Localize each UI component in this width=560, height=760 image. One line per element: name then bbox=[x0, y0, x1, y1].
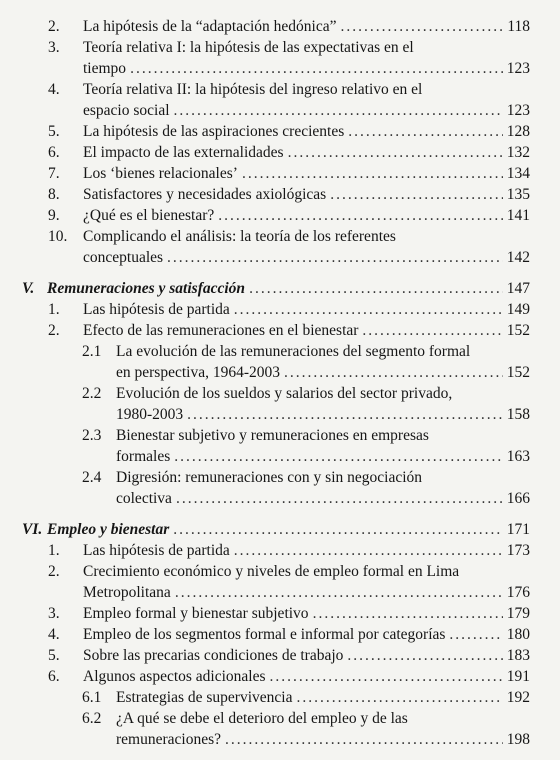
entry-number: V. bbox=[22, 280, 35, 297]
page-number: 149 bbox=[506, 301, 530, 318]
toc-entry[interactable] bbox=[0, 184, 560, 205]
entry-title: colectiva bbox=[116, 490, 172, 507]
dot-leader bbox=[130, 58, 503, 79]
entry-number: 5. bbox=[48, 647, 60, 664]
toc-entry[interactable] bbox=[0, 425, 560, 467]
entry-title: Los ‘bienes relacionales’ bbox=[83, 165, 238, 182]
toc-entry[interactable] bbox=[0, 561, 560, 603]
entry-number: 2.3 bbox=[82, 427, 102, 444]
page-number: 171 bbox=[506, 521, 530, 538]
page-number: 179 bbox=[506, 605, 530, 622]
toc-entry[interactable] bbox=[0, 603, 560, 624]
entry-title: Las hipótesis de partida bbox=[83, 542, 230, 559]
toc-entry[interactable] bbox=[0, 341, 560, 383]
toc-entry[interactable] bbox=[0, 624, 560, 645]
page-number: 135 bbox=[506, 186, 530, 203]
entry-number: 3. bbox=[48, 605, 60, 622]
entry-title: Efecto de las remuneraciones en el bienestar bbox=[83, 322, 359, 339]
dot-leader bbox=[348, 121, 503, 142]
toc-entry[interactable] bbox=[0, 16, 560, 37]
entry-title: remuneraciones? bbox=[116, 731, 221, 748]
entry-number: 2.1 bbox=[82, 343, 102, 360]
entry-title: Satisfactores y necesidades axiológicas bbox=[83, 186, 327, 203]
page-number: 183 bbox=[506, 647, 530, 664]
entry-number: 8. bbox=[48, 186, 60, 203]
page-number: 152 bbox=[506, 364, 530, 381]
entry-title: Bienestar subjetivo y remuneraciones en empresas bbox=[116, 427, 429, 444]
entry-number: 5. bbox=[48, 123, 60, 140]
page-number: 163 bbox=[506, 448, 530, 465]
entry-number: 7. bbox=[48, 165, 60, 182]
dot-leader bbox=[242, 163, 503, 184]
dot-leader bbox=[288, 142, 503, 163]
dot-leader bbox=[347, 645, 502, 666]
dot-leader bbox=[187, 404, 503, 425]
entry-title: Evolución de los sueldos y salarios del sector privado, bbox=[116, 385, 453, 402]
entry-number: 2.4 bbox=[82, 469, 102, 486]
entry-title: Estrategias de supervivencia bbox=[116, 689, 293, 706]
dot-leader bbox=[174, 446, 503, 467]
dot-leader bbox=[225, 729, 503, 750]
toc-entry[interactable] bbox=[0, 142, 560, 163]
page-number: 173 bbox=[506, 542, 530, 559]
toc-entry[interactable] bbox=[0, 121, 560, 142]
toc-entry[interactable] bbox=[0, 708, 560, 750]
dot-leader bbox=[249, 278, 503, 299]
toc-entry[interactable] bbox=[0, 645, 560, 666]
page-number: 132 bbox=[506, 144, 530, 161]
dot-leader bbox=[174, 100, 503, 121]
page-number: 158 bbox=[506, 406, 530, 423]
entry-title: La evolución de las remuneraciones del segmento formal bbox=[116, 343, 471, 360]
entry-title: conceptuales bbox=[83, 249, 164, 266]
entry-number: 6. bbox=[48, 668, 60, 685]
entry-title: Algunos aspectos adicionales bbox=[83, 668, 266, 685]
toc-entry[interactable] bbox=[0, 226, 560, 268]
dot-leader bbox=[175, 582, 503, 603]
toc-entry[interactable] bbox=[0, 467, 560, 509]
entry-title: Crecimiento económico y niveles de empleo formal en Lima bbox=[83, 563, 460, 580]
page-number: 118 bbox=[507, 18, 530, 35]
dot-leader bbox=[341, 16, 504, 37]
entry-title: Remuneraciones y satisfacción bbox=[47, 280, 246, 297]
entry-number: 4. bbox=[48, 626, 60, 643]
toc-entry[interactable] bbox=[0, 37, 560, 79]
dot-leader bbox=[330, 184, 503, 205]
entry-number: 2. bbox=[48, 322, 60, 339]
dot-leader bbox=[167, 247, 503, 268]
entry-number: 9. bbox=[48, 207, 60, 224]
page-number: 176 bbox=[506, 584, 530, 601]
entry-title: Empleo de los segmentos formal e informal por categorías bbox=[83, 626, 446, 643]
toc-entry[interactable] bbox=[0, 320, 560, 341]
entry-title: espacio social bbox=[83, 102, 170, 119]
dot-leader bbox=[218, 205, 502, 226]
dot-leader bbox=[362, 320, 502, 341]
dot-leader bbox=[313, 603, 503, 624]
dot-leader bbox=[284, 362, 503, 383]
toc-entry[interactable] bbox=[0, 687, 560, 708]
dot-leader bbox=[270, 666, 503, 687]
page-number: 123 bbox=[506, 102, 530, 119]
entry-title: Digresión: remuneraciones con y sin negociación bbox=[116, 469, 423, 486]
page-number: 166 bbox=[506, 490, 530, 507]
page-number: 128 bbox=[506, 123, 530, 140]
entry-number: 1. bbox=[48, 542, 60, 559]
page-number: 191 bbox=[506, 668, 530, 685]
toc-entry[interactable] bbox=[0, 205, 560, 226]
entry-title: Las hipótesis de partida bbox=[83, 301, 230, 318]
page-number: 123 bbox=[506, 60, 530, 77]
page-number: 134 bbox=[506, 165, 530, 182]
entry-title: Teoría relativa I: la hipótesis de las expectativas en el bbox=[83, 39, 414, 56]
entry-number: 1. bbox=[48, 301, 60, 318]
entry-number: 2.2 bbox=[82, 385, 102, 402]
page-number: 198 bbox=[506, 731, 530, 748]
entry-title: Empleo formal y bienestar subjetivo bbox=[83, 605, 309, 622]
toc-entry[interactable] bbox=[0, 540, 560, 561]
page-number: 142 bbox=[506, 249, 530, 266]
entry-number: 3. bbox=[48, 39, 60, 56]
entry-number: 2. bbox=[48, 563, 60, 580]
toc-entry[interactable] bbox=[0, 383, 560, 425]
entry-number: 6.1 bbox=[82, 689, 102, 706]
entry-title: formales bbox=[116, 448, 171, 465]
dot-leader bbox=[449, 624, 502, 645]
entry-number: 6.2 bbox=[82, 710, 102, 727]
entry-title: Teoría relativa II: la hipótesis del ingreso relativo en el bbox=[83, 81, 423, 98]
entry-title: La hipótesis de las aspiraciones crecientes bbox=[83, 123, 345, 140]
entry-number: 10. bbox=[48, 228, 68, 245]
entry-title: Metropolitana bbox=[83, 584, 171, 601]
entry-number: 2. bbox=[48, 18, 60, 35]
page-number: 192 bbox=[506, 689, 530, 706]
toc-chapter-entry[interactable] bbox=[0, 519, 560, 540]
entry-number: VI. bbox=[22, 521, 43, 538]
page-number: 147 bbox=[506, 280, 530, 297]
entry-number: 4. bbox=[48, 81, 60, 98]
toc-entry[interactable] bbox=[0, 299, 560, 320]
page-number: 180 bbox=[506, 626, 530, 643]
entry-title: en perspectiva, 1964-2003 bbox=[116, 364, 280, 381]
dot-leader bbox=[176, 488, 503, 509]
entry-title: ¿A qué se debe el deterioro del empleo y de las bbox=[116, 710, 408, 727]
page-number: 152 bbox=[506, 322, 530, 339]
toc-chapter-entry[interactable] bbox=[0, 278, 560, 299]
toc-entry[interactable] bbox=[0, 79, 560, 121]
entry-title: La hipótesis de la “adaptación hedónica” bbox=[83, 18, 337, 35]
entry-title: ¿Qué es el bienestar? bbox=[83, 207, 215, 224]
dot-leader bbox=[173, 519, 502, 540]
entry-title: 1980-2003 bbox=[116, 406, 184, 423]
entry-title: Empleo y bienestar bbox=[47, 521, 170, 538]
entry-title: tiempo bbox=[83, 60, 127, 77]
entry-title: Complicando el análisis: la teoría de los referentes bbox=[83, 228, 396, 245]
entry-title: El impacto de las externalidades bbox=[83, 144, 284, 161]
toc-entry[interactable] bbox=[0, 163, 560, 184]
entry-title: Sobre las precarias condiciones de trabajo bbox=[83, 647, 344, 664]
dot-leader bbox=[234, 299, 503, 320]
toc-entry[interactable] bbox=[0, 666, 560, 687]
page-number: 141 bbox=[506, 207, 530, 224]
entry-number: 6. bbox=[48, 144, 60, 161]
dot-leader bbox=[296, 687, 502, 708]
dot-leader bbox=[234, 540, 503, 561]
